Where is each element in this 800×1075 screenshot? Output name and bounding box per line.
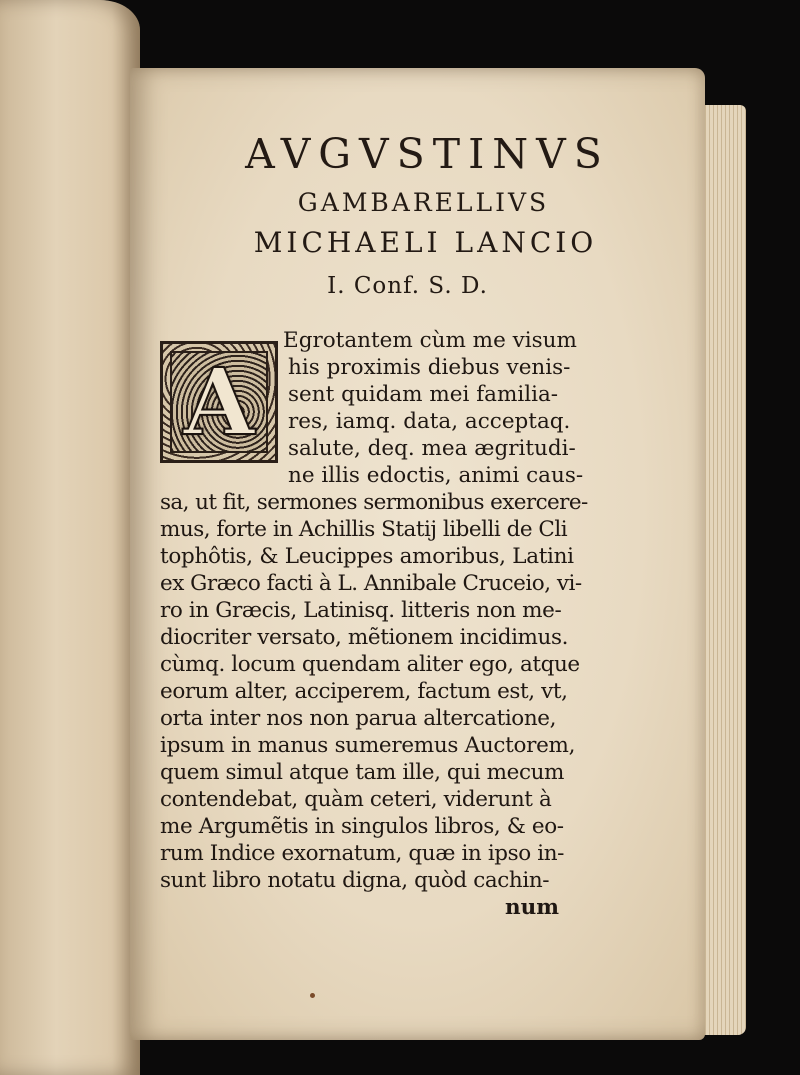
body-line: ne illis edoctis, animi caus-: [288, 463, 584, 488]
body-line: rum Indice exornatum, quæ in ipso in-: [160, 841, 565, 866]
heading-recipient: MICHAELI LANCIO: [253, 226, 598, 259]
body-line: sunt libro notatu digna, quòd cachin-: [160, 868, 550, 893]
body-line: diocriter versato, mẽtionem incidimus.: [160, 625, 569, 650]
book-page: [130, 68, 705, 1040]
body-line: orta inter nos non parua altercatione,: [160, 706, 557, 731]
left-page: [0, 0, 140, 1075]
initial-letter: A: [183, 348, 255, 456]
body-line: cùmq. locum quendam aliter ego, atque: [160, 652, 580, 677]
body-line: tophôtis, & Leucippes amoribus, Latini: [160, 544, 574, 569]
decorated-initial: [160, 341, 278, 463]
body-line: sa, ut fit, sermones sermonibus exercere-: [160, 490, 588, 515]
body-line: salute, deq. mea ægritudi-: [288, 436, 576, 461]
body-line: eorum alter, acciperem, factum est, vt,: [160, 679, 568, 704]
heading-surname: GAMBARELLIVS: [297, 188, 550, 217]
heading-salutation: I. Conf. S. D.: [327, 273, 488, 299]
body-line: his proximis diebus venis-: [288, 355, 571, 380]
catchword: num: [505, 895, 560, 920]
body-line: me Argumẽtis in singulos libros, & eo-: [160, 814, 564, 839]
body-line: Egrotantem cùm me visum: [283, 328, 577, 353]
ink-spot: [310, 993, 315, 998]
initial-ornament: [170, 348, 268, 456]
body-line: contendebat, quàm ceteri, viderunt à: [160, 787, 552, 812]
body-line: ro in Græcis, Latinisq. litteris non me-: [160, 598, 562, 623]
body-line: ex Græco facti à L. Annibale Cruceio, vi-: [160, 571, 582, 596]
body-line: res, iamq. data, acceptaq.: [288, 409, 571, 434]
heading-author: AVGVSTINVS: [245, 130, 610, 178]
body-line: sent quidam mei familia-: [288, 382, 559, 407]
body-line: ipsum in manus sumeremus Auctorem,: [160, 733, 576, 758]
body-line: mus, forte in Achillis Statij libelli de Cli: [160, 517, 568, 542]
body-line: quem simul atque tam ille, qui mecum: [160, 760, 565, 785]
